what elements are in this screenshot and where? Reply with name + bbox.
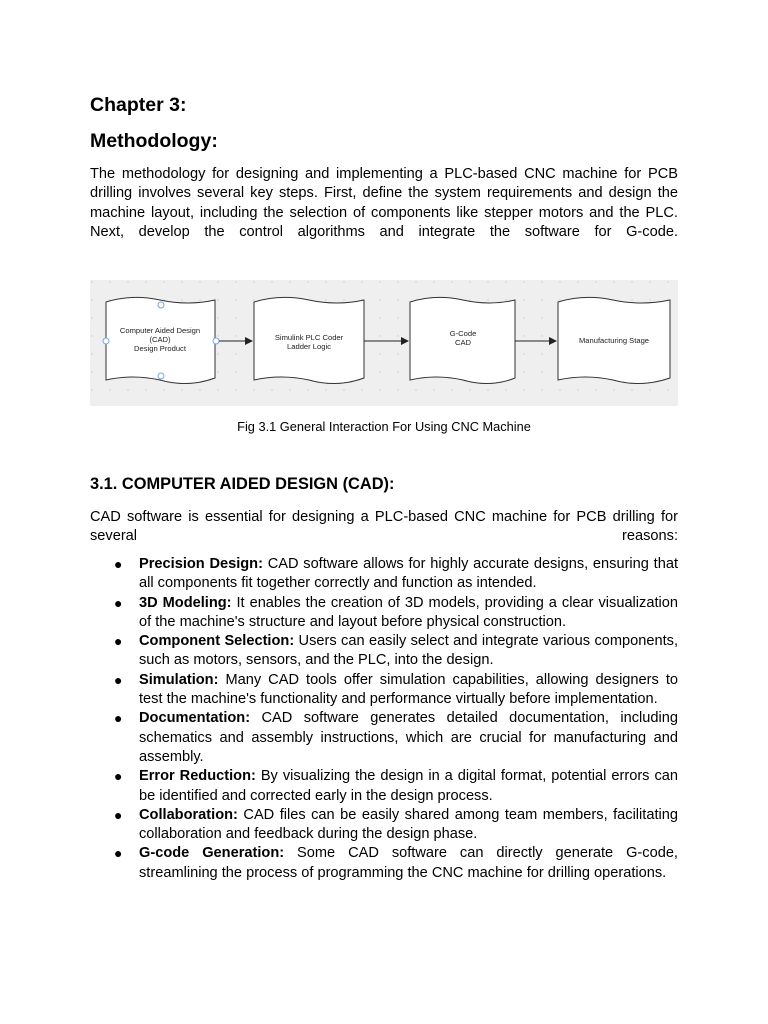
flowchart-figure — [90, 280, 678, 406]
item-term: Simulation: — [139, 671, 219, 688]
item-term: G-code Generation: — [139, 845, 285, 862]
selection-handle — [103, 338, 109, 344]
item-text: Users can easily select and integrate various components, such as motors, sensors, and the PLC, into the design. — [139, 633, 678, 669]
item-term: Precision Design: — [139, 556, 263, 572]
list-item — [90, 594, 678, 633]
item-term: Documentation: — [139, 710, 251, 727]
flow-node-label: Computer Aided Design — [119, 326, 201, 335]
item-text: CAD software allows for highly accurate designs, ensuring that all components fit together correctly and function as intended. — [139, 556, 678, 592]
bullet-icon: ● — [114, 594, 123, 611]
list-item — [90, 709, 678, 767]
figure-caption: Fig 3.1 General Interaction For Using CNC Machine — [237, 419, 531, 434]
item-text: CAD files can be easily shared among team members, facilitating collaboration and feedback during the design phase. — [139, 806, 678, 843]
section-title: 3.1. COMPUTER AIDED DESIGN (CAD): — [90, 475, 395, 493]
reasons-list — [90, 555, 678, 883]
bullet-icon: ● — [114, 845, 123, 862]
item-text: By visualizing the design in a digital format, potential errors can be identified and corrected early in the design process. — [139, 768, 678, 804]
bullet-icon: ● — [114, 768, 123, 785]
item-text: CAD software generates detailed documentation, including schematics and assembly instructions, which are crucial for manufacturing and assembly. — [139, 710, 678, 765]
bullet-icon: ● — [114, 633, 123, 650]
list-item — [90, 632, 678, 671]
bullet-icon: ● — [114, 710, 123, 727]
item-text: Many CAD tools offer simulation capabilities, allowing designers to test the machine's functionality and performance virtually before implementation. — [139, 671, 678, 708]
flow-node-label: (CAD) — [149, 335, 171, 344]
flow-node-label: Design Product — [134, 344, 186, 353]
list-item — [90, 671, 678, 710]
flow-node-label: Simulink PLC Coder — [274, 333, 344, 342]
flow-node-label: Ladder Logic — [287, 342, 331, 351]
bullet-icon: ● — [114, 556, 123, 572]
list-item — [90, 844, 678, 883]
selection-handle — [158, 373, 164, 379]
flow-node-label: Manufacturing Stage — [578, 336, 650, 345]
flow-node-label: CAD — [454, 338, 472, 347]
item-term: Component Selection: — [139, 633, 295, 650]
selection-handle — [158, 302, 164, 308]
item-term: Error Reduction: — [139, 768, 256, 785]
item-text: Some CAD software can directly generate G-code, streamlining the process of programming the CNC machine for drilling operations. — [139, 845, 678, 881]
item-text: It enables the creation of 3D models, providing a clear visualization of the machine's structure and layout before physical construction. — [139, 594, 678, 630]
list-item — [90, 806, 678, 845]
section-intro: CAD software is essential for designing a PLC-based CNC machine for PCB drilling for several reasons: — [90, 509, 678, 545]
intro-paragraph: The methodology for designing and implementing a PLC-based CNC machine for PCB drilling involves several key steps. First, define the system requirements and design the machine layout, including the selection of components like stepper motors and the PLC. Next, develop the control algorithms and integrate the software for G-code. — [90, 166, 678, 240]
page-title: Methodology: — [90, 130, 218, 152]
item-term: Collaboration: — [139, 806, 238, 823]
chapter-label: Chapter 3: — [90, 94, 187, 116]
list-item — [90, 555, 678, 594]
flow-node-label: G-Code — [449, 329, 477, 338]
list-item — [90, 767, 678, 806]
selection-handle — [213, 338, 219, 344]
bullet-icon: ● — [114, 806, 123, 823]
item-term: 3D Modeling: — [139, 594, 232, 611]
bullet-icon: ● — [114, 671, 123, 688]
